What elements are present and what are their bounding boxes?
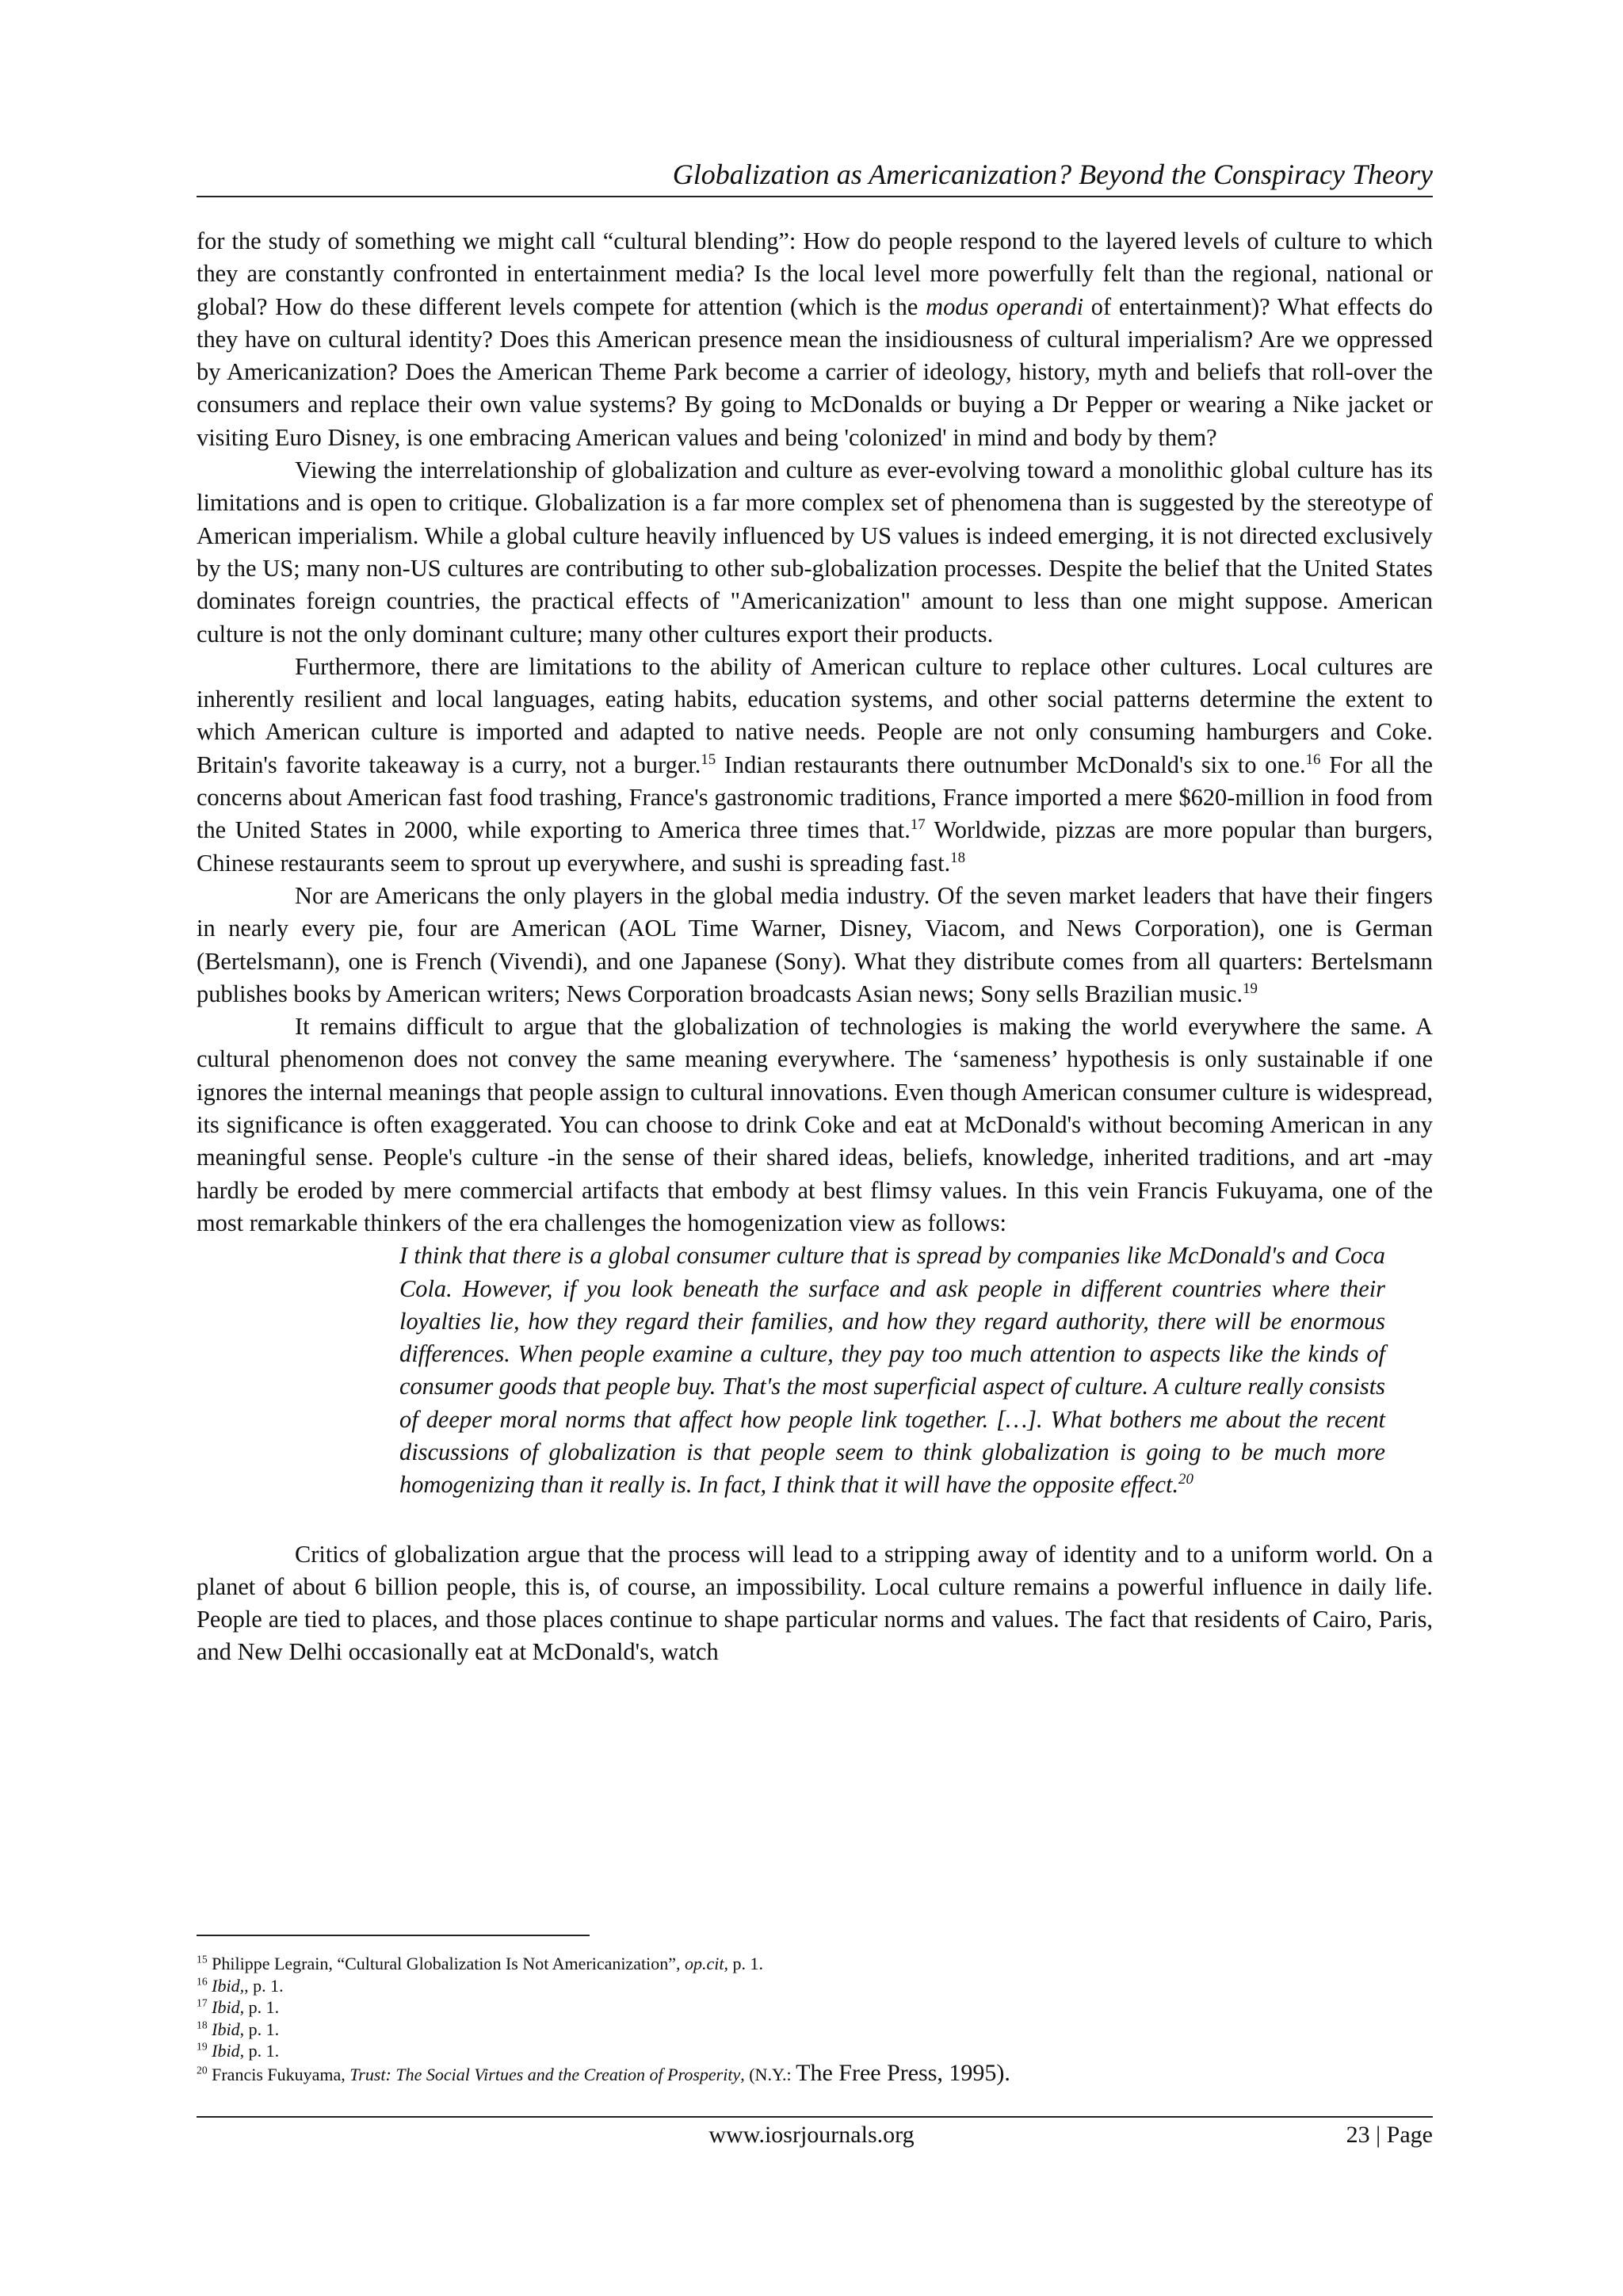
- footnote-number: 17: [197, 1996, 208, 2009]
- paragraph-1-text-a: for the study of something we might call “cultural blending”: How do people respond to the layered levels of culture to which they are constantly confronted in entertainment media? Is the local level more powerfully felt than the regional, national or global? How do these different levels compete for attention (which is the: [197, 227, 1433, 320]
- paragraph-3-text-c: For all the concerns about American fast food trashing, France's gastronomic traditions, France imported a mere $620-million in food from the United States in 2000, while exporting to America three times that.: [197, 751, 1434, 844]
- footnote-ref-18: 18: [950, 849, 965, 866]
- footnote-rest: p. 1.: [728, 1954, 764, 1973]
- paragraph-2: Viewing the interrelationship of globalization and culture as ever-evolving toward a monolithic global culture has its limitations and is open to critique. Globalization is a far more complex set of phenomena than is suggested by the stereotype of American imperialism. While a global culture heavily influenced by US values is indeed emerging, it is not directed exclusively by the US; many non-US cultures are contributing to other sub-globalization processes. Despite the belief that the United States dominates foreign countries, the practical effects of "Americanization" amount to less than one might suppose. American culture is not the only dominant culture; many other cultures export their products.: [197, 457, 1433, 648]
- footnote-publisher: The Free Press, 1995).: [796, 2059, 1010, 2086]
- paragraph-3: [197, 651, 1433, 880]
- footnote-italic: Ibid: [212, 1997, 240, 2017]
- footnote-rest: , p. 1.: [239, 2019, 280, 2039]
- footnotes: [197, 1953, 1433, 2085]
- footnote-16: [197, 1975, 1433, 1997]
- footnote-italic: op.cit,: [685, 1954, 729, 1973]
- paragraph-5: It remains difficult to argue that the globalization of technologies is making the world everywhere the same. A cultural phenomenon does not convey the same meaning everywhere. The ‘sameness’ hypothesis is only sustainable if one ignores the internal meanings that people assign to cultural innovations. Even though American consumer culture is widespread, its significance is often exaggerated. You can choose to drink Coke and eat at McDonald's without becoming American in any meaningful sense. People's culture -in the sense of their shared ideas, beliefs, knowledge, inherited traditions, and art -may hardly be eroded by mere commercial artifacts that embody at best flimsy values. In this vein Francis Fukuyama, one of the most remarkable thinkers of the era challenges the homogenization view as follows:: [197, 1013, 1433, 1236]
- footnote-20: [197, 2059, 1433, 2086]
- footnote-19: [197, 2040, 1433, 2062]
- footnote-rest: , p. 1.: [239, 2041, 280, 2061]
- footnote-ref-17: 17: [910, 816, 926, 834]
- block-quote: [399, 1240, 1385, 1501]
- paragraph-4: [197, 880, 1433, 1010]
- footnote-number: 19: [197, 2040, 208, 2053]
- paragraph-6: Critics of globalization argue that the process will lead to a stripping away of identity and to a uniform world. On a planet of about 6 billion people, this is, of course, an impossibility. Local culture remains a powerful influence in daily life. People are tied to places, and those places continue to shape particular norms and values. The fact that residents of Cairo, Paris, and New Delhi occasionally eat at McDonald's, watch: [197, 1540, 1433, 1666]
- paragraph-3-text-d: Worldwide, pizzas are more popular than burgers, Chinese restaurants seem to sprout up everywhere, and sushi is spreading fast.: [197, 816, 1433, 877]
- paragraph-1: [197, 225, 1433, 454]
- footnote-separator: [197, 1935, 590, 1936]
- footnote-ref-16: 16: [1305, 751, 1321, 768]
- article-body: [197, 225, 1433, 1669]
- page-number: 23 | Page: [1346, 2122, 1433, 2148]
- paragraph-4-text: Nor are Americans the only players in the global media industry. Of the seven market leaders that have their fingers in nearly every pie, four are American (AOL Time Warner, Disney, Viacom, and News Corporation), one is German (Bertelsmann), one is French (Vivendi), and one Japanese (Sony). What they distribute comes from all quarters: Bertelsmann publishes books by American writers; News Corporation broadcasts Asian news; Sony sells Brazilian music.: [197, 881, 1433, 1007]
- footnote-15: [197, 1953, 1433, 1975]
- block-quote-text: I think that there is a global consumer culture that is spread by companies like McDonald's and Coca Cola. However, if you look beneath the surface and ask people in different countries where their loyalties lie, how they regard their families, and how they regard authority, there will be enormous differences. When people examine a culture, they pay too much attention to aspects like the kinds of consumer goods that people buy. That's the most superficial aspect of culture. A culture really consists of deeper moral norms that affect how people link together. […]. What bothers me about the recent discussions of globalization is that people seem to think globalization is going to be much more homogenizing than it really is. In fact, I think that it will have the opposite effect.: [399, 1242, 1385, 1499]
- footnote-17: [197, 1996, 1433, 2019]
- footnote-italic: Ibid: [212, 2041, 240, 2061]
- footnote-number: 16: [197, 1975, 208, 1988]
- footnote-rest: , p. 1.: [244, 1975, 284, 1996]
- footnote-ref-19: 19: [1243, 980, 1258, 997]
- footnote-number: 18: [197, 2019, 208, 2031]
- footnote-italic: Trust: The Social Virtues and the Creation of Prosperity: [349, 2064, 741, 2084]
- footnote-text: Francis Fukuyama,: [212, 2064, 350, 2084]
- footnote-ref-15: 15: [701, 751, 716, 768]
- paragraph-3-text-b: Indian restaurants there outnumber McDonald's six to one.: [716, 751, 1306, 778]
- footer-rule: [197, 2116, 1433, 2118]
- footnote-italic: Ibid,: [212, 1975, 245, 1996]
- footnote-italic: Ibid: [212, 2019, 240, 2039]
- footnote-text: Philippe Legrain, “Cultural Globalization Is Not Americanization”,: [212, 1954, 685, 1973]
- footnote-18: [197, 2019, 1433, 2041]
- footnote-number: 20: [197, 2064, 208, 2076]
- journal-url: www.iosrjournals.org: [708, 2122, 915, 2148]
- paragraph-1-italic: modus operandi: [926, 292, 1084, 320]
- header-rule: [197, 196, 1433, 197]
- paragraph-3-text-a: Furthermore, there are limitations to the ability of American culture to replace other cultures. Local cultures are inherently resilient and local languages, eating habits, education systems, and other social patterns determine the extent to which American culture is imported and adapted to native needs. People are not only consuming hamburgers and Coke. Britain's favorite takeaway is a curry, not a burger.: [197, 652, 1433, 778]
- running-header: Globalization as Americanization? Beyond the Conspiracy Theory: [672, 159, 1433, 190]
- footnote-number: 15: [197, 1953, 208, 1966]
- footnote-rest: , (N.Y.:: [740, 2064, 796, 2084]
- footnote-ref-20: 20: [1178, 1471, 1193, 1488]
- footnote-rest: , p. 1.: [239, 1997, 280, 2017]
- paragraph-1-text-b: of entertainment)? What effects do they have on cultural identity? Does this American presence mean the insidiousness of cultural imperialism? Are we oppressed by Americanization? Does the American Theme Park become a carrier of ideology, history, myth and beliefs that roll-over the consumers and replace their own value systems? By going to McDonalds or buying a Dr Pepper or wearing a Nike jacket or visiting Euro Disney, is one embracing American values and being 'colonized' in mind and body by them?: [197, 292, 1433, 451]
